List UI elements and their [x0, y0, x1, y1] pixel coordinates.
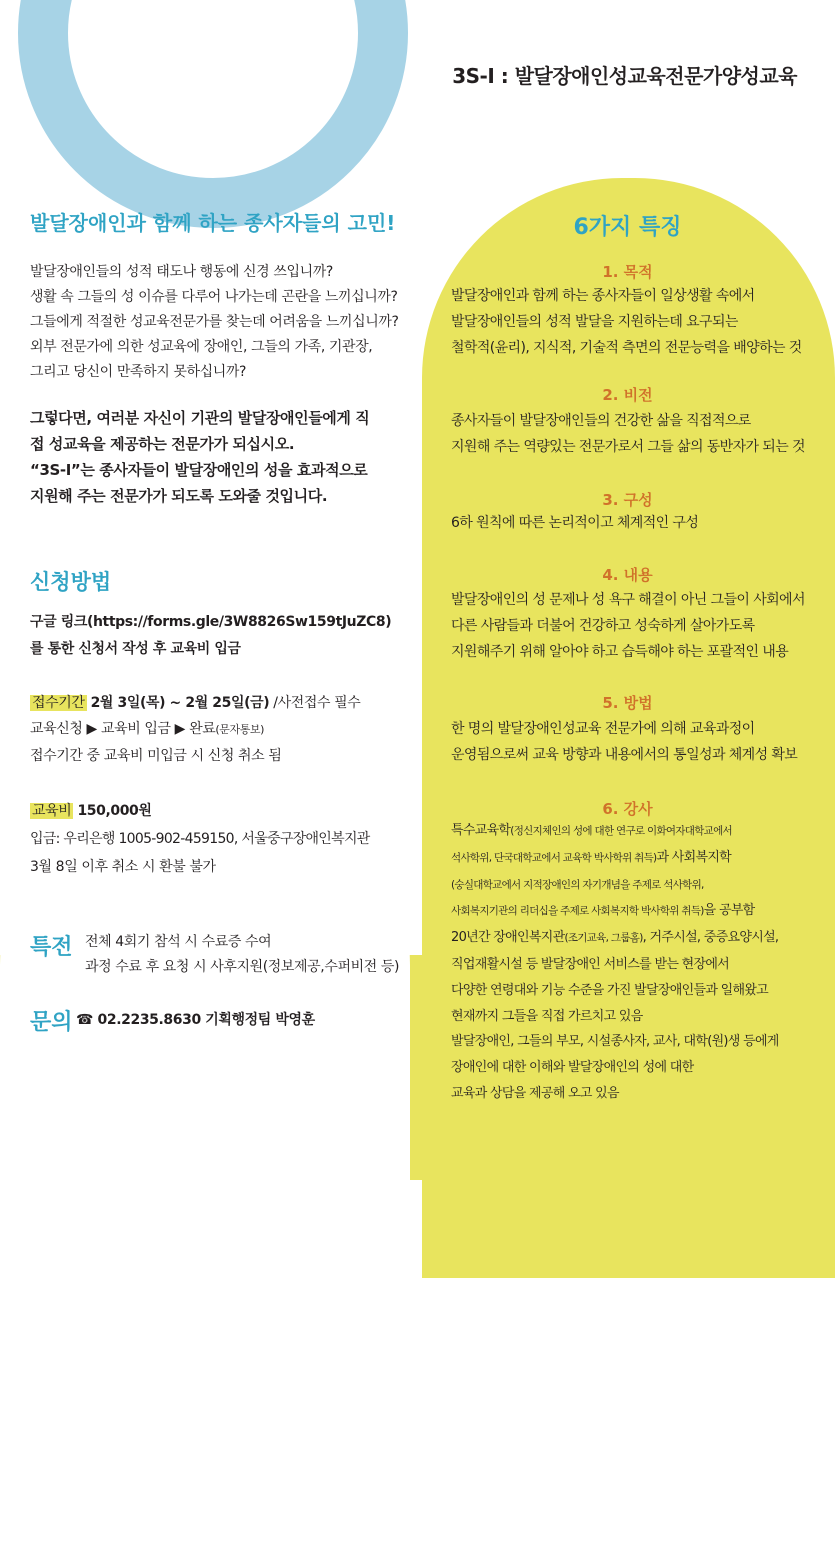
features-heading: 6가지 특징: [573, 215, 682, 240]
question-line: 생활 속 그들의 성 이슈를 다루어 나가는데 곤란을 느끼십니까?: [30, 289, 398, 305]
benefit-label: 특전: [30, 935, 73, 960]
feature-line: 6하 원칙에 따른 논리적이고 체계적인 구성: [451, 515, 699, 531]
apply-heading: 신청방법: [30, 570, 112, 594]
feature-line: 지원해 주는 역량있는 전문가로서 그들 삶의 동반자가 되는 것: [451, 439, 805, 455]
feature-line: 한 명의 발달장애인성교육 전문가에 의해 교육과정이: [451, 721, 755, 737]
contact-label: 문의: [30, 1010, 73, 1035]
refund-policy: 3월 8일 이후 취소 시 환불 불가: [30, 859, 216, 875]
concern-heading: 발달장애인과 함께 하는 종사자들의 고민!: [30, 211, 396, 235]
feature-title-vision: 2. 비전: [602, 386, 653, 404]
apply-link-desc: 를 통한 신청서 작성 후 교육비 입금: [30, 641, 241, 657]
instructor-text: 교육과 상담을 제공해 오고 있음: [451, 1085, 619, 1101]
emphasis-line: 접 성교육을 제공하는 전문가가 되십시오.: [30, 435, 295, 453]
phone-icon: ☎: [76, 1012, 94, 1028]
instructor-text: 직업재활시설 등 발달장애인 서비스를 받는 현장에서: [451, 956, 730, 972]
cancel-note: 접수기간 중 교육비 미입금 시 신청 취소 됨: [30, 748, 282, 764]
decorative-blue-ring: [18, 0, 408, 228]
instructor-text: , 거주시설, 중증요양시설,: [642, 930, 779, 946]
apply-period-block: [30, 690, 425, 769]
feature-title-instructor: 6. 강사: [602, 800, 653, 818]
instructor-text: 다양한 연령대와 기능 수준을 가진 발달장애인들과 일해왔고: [451, 982, 769, 998]
question-line: 그리고 당신이 만족하지 못하십니까?: [30, 364, 247, 380]
feature-title-structure: 3. 구성: [602, 491, 653, 509]
feature-title-purpose: 1. 목적: [602, 263, 653, 281]
instructor-text: 특수교육학: [451, 823, 511, 838]
instructor-profile: [451, 818, 821, 1107]
period-value: 2월 3일(목) ~ 2월 25일(금): [90, 695, 270, 711]
feature-line: 종사자들이 발달장애인들의 건강한 삶을 직접적으로: [451, 413, 751, 429]
instructor-note: (조기교육, 그룹홈): [564, 932, 643, 945]
feature-line: 철학적(윤리), 지식적, 기술적 측면의 전문능력을 배양하는 것: [451, 340, 802, 356]
emphasis-line: 지원해 주는 전문가가 되도록 도와줄 것입니다.: [30, 487, 328, 505]
instructor-text: 장애인에 대한 이해와 발달장애인의 성에 대한: [451, 1060, 694, 1076]
emphasis-line: 그렇다면, 여러분 자신이 기관의 발달장애인들에게 직: [30, 409, 370, 427]
account-info: 입금: 우리은행 1005-902-459150, 서울중구장애인복지관: [30, 831, 370, 847]
instructor-note: (정신지체인의 성에 대한 연구로 이화여자대학교에서: [510, 825, 732, 837]
fee-block: [30, 797, 425, 881]
document-title: 3S-I : 발달장애인성교육전문가양성교육: [452, 64, 797, 88]
apply-steps: 교육신청 ▶ 교육비 입금 ▶ 완료: [30, 721, 216, 737]
instructor-note: 석사학위, 단국대학교에서 교육학 박사학위 취득): [451, 851, 657, 864]
feature-title-content: 4. 내용: [602, 566, 653, 584]
feature-text-structure: [451, 510, 821, 536]
instructor-text: 20년간 장애인복지관: [451, 930, 565, 946]
benefit-lines: [85, 930, 415, 980]
feature-line: 운영됨으로써 교육 방향과 내용에서의 통일성과 체계성 확보: [451, 747, 798, 763]
instructor-note: 사회복지기관의 리더십을 주제로 사회복지학 박사학위 취득): [451, 905, 704, 918]
fee-label: 교육비: [32, 803, 72, 819]
period-note: /사전접수 필수: [269, 695, 361, 711]
fee-value: 150,000원: [77, 803, 152, 819]
feature-line: 발달장애인들의 성적 발달을 지원하는데 요구되는: [451, 314, 738, 330]
question-line: 발달장애인들의 성적 태도나 행동에 신경 쓰입니까?: [30, 264, 333, 280]
contact-info: [76, 1008, 396, 1033]
question-line: 그들에게 적절한 성교육전문가를 찾는데 어려움을 느끼십니까?: [30, 314, 399, 330]
concern-questions: [30, 260, 420, 385]
apply-link-block: [30, 609, 425, 663]
feature-line: 다른 사람들과 더불어 건강하고 성숙하게 살아가도록: [451, 618, 755, 634]
instructor-text: 발달장애인, 그들의 부모, 시설종사자, 교사, 대학(원)생 등에게: [451, 1034, 779, 1050]
benefit-line: 전체 4회기 참석 시 수료증 수여: [85, 934, 272, 950]
feature-line: 발달장애인의 성 문제나 성 욕구 해결이 아닌 그들이 사회에서: [451, 592, 805, 608]
instructor-text: 현재까지 그들을 직접 가르치고 있음: [451, 1008, 643, 1024]
benefit-line: 과정 수료 후 요청 시 사후지원(정보제공,수퍼비전 등): [85, 959, 400, 975]
feature-text-content: [451, 587, 821, 665]
feature-line: 발달장애인과 함께 하는 종사자들이 일상생활 속에서: [451, 288, 755, 304]
feature-title-method: 5. 방법: [602, 694, 653, 712]
feature-text-method: [451, 716, 821, 768]
apply-steps-note: (문자통보): [215, 723, 265, 736]
feature-text-purpose: [451, 283, 821, 361]
feature-text-vision: [451, 408, 821, 460]
instructor-note: (숭실대학교에서 지적장애인의 자기개념을 주제로 석사학위,: [451, 878, 704, 891]
feature-line: 지원해주기 위해 알아야 하고 습득해야 하는 포괄적인 내용: [451, 644, 789, 660]
apply-link[interactable]: 구글 링크(https://forms.gle/3W8826Sw159tJuZC8): [30, 614, 392, 630]
emphasis-line: “3S-I”는 종사자들이 발달장애인의 성을 효과적으로: [30, 461, 368, 479]
contact-text: 02.2235.8630 기획행정팀 박영훈: [97, 1012, 315, 1028]
concern-emphasis: [30, 405, 425, 509]
instructor-text: 을 공부함: [703, 903, 755, 919]
instructor-text: 과 사회복지학: [656, 849, 732, 865]
question-line: 외부 전문가에 의한 성교육에 장애인, 그들의 가족, 기관장,: [30, 339, 373, 355]
period-label: 접수기간: [32, 695, 85, 711]
